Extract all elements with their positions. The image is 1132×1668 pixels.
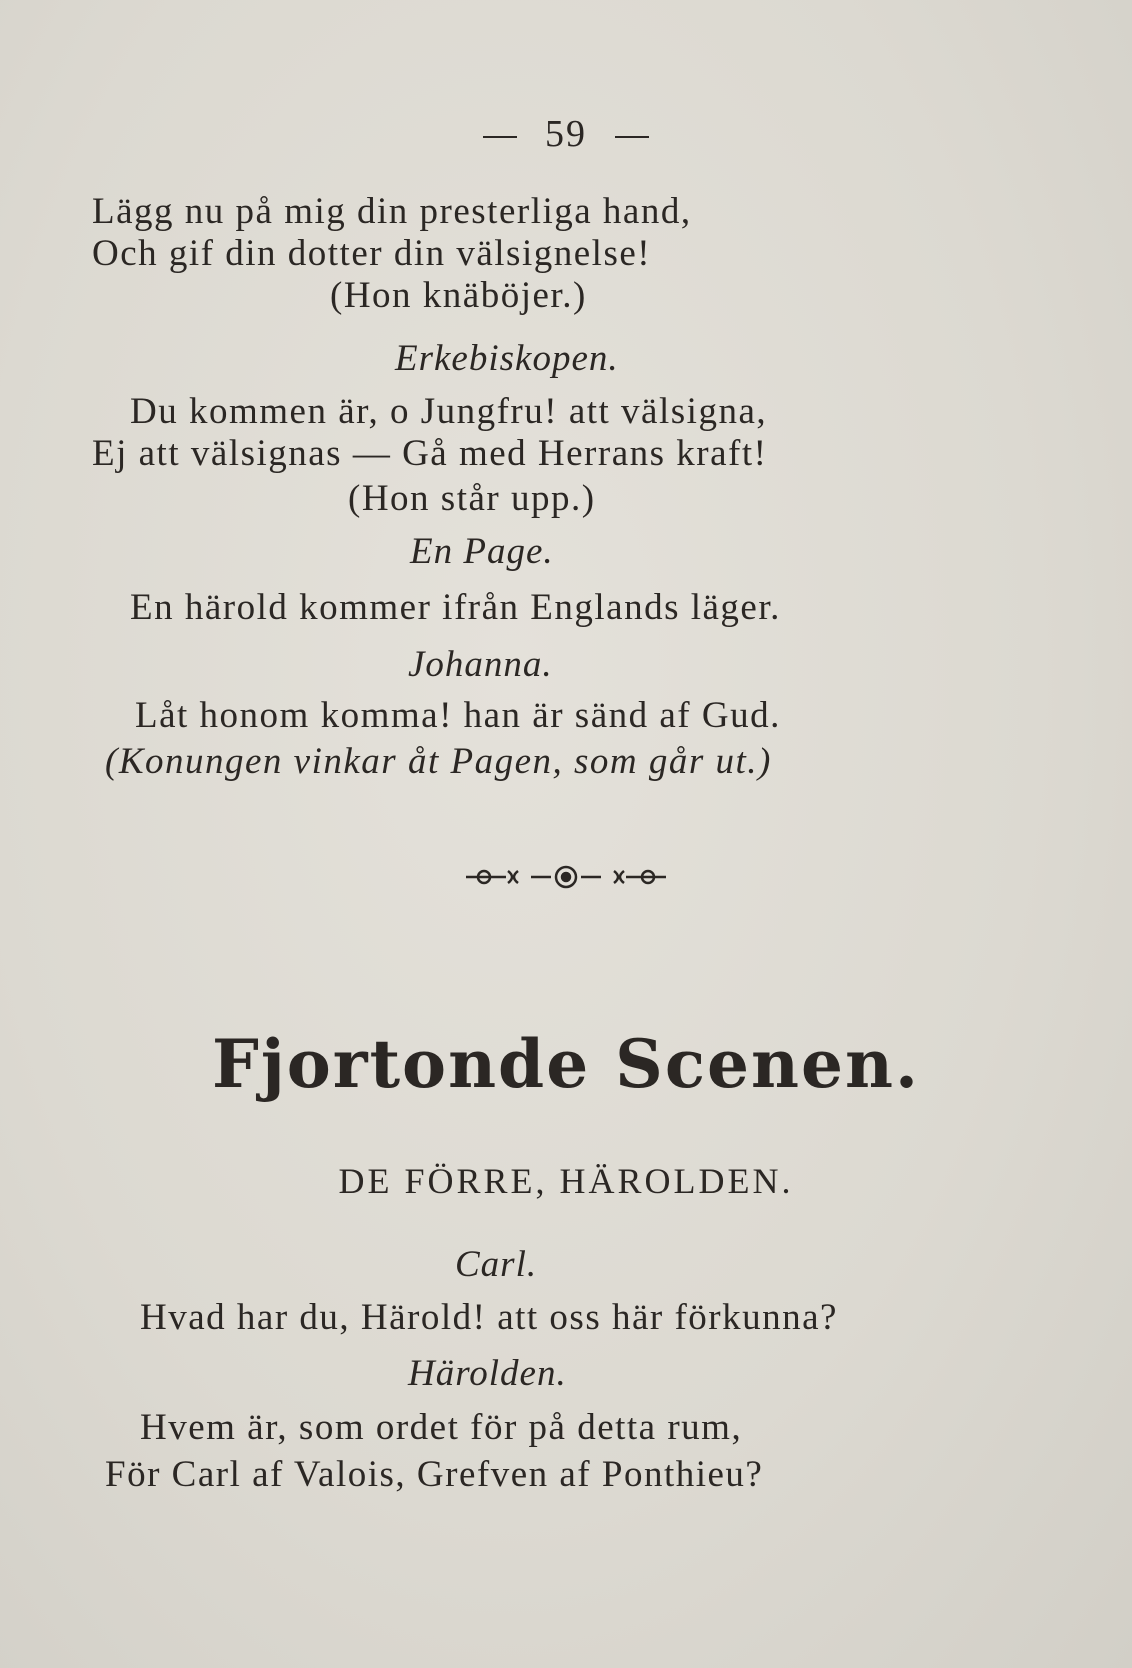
speaker-name: Carl. <box>455 1244 538 1285</box>
page-number: 59 <box>545 113 587 155</box>
verse-line: Ej att välsignas — Gå med Herrans kraft! <box>92 433 768 474</box>
speaker-name: Härolden. <box>408 1353 567 1394</box>
verse-line: Och gif din dotter din välsignelse! <box>92 233 652 274</box>
page-header <box>0 112 1132 156</box>
verse-line: Hvad har du, Härold! att oss här förkunna? <box>140 1297 838 1338</box>
stage-direction: (Hon står upp.) <box>348 478 596 519</box>
verse-line: Hvem är, som ordet för på detta rum, <box>140 1407 743 1448</box>
stage-direction: (Hon knäböjer.) <box>330 275 587 316</box>
speaker-name: Johanna. <box>408 644 553 685</box>
ornament-divider <box>0 862 1132 897</box>
verse-line: Låt honom komma! han är sänd af Gud. <box>135 695 781 736</box>
scene-persons: DE FÖRRE, HÄROLDEN. <box>338 1161 794 1201</box>
verse-line: En härold kommer ifrån Englands läger. <box>130 587 781 628</box>
dash-left <box>483 136 517 138</box>
dash-right <box>615 136 649 138</box>
verse-line: Du kommen är, o Jungfru! att välsigna, <box>130 391 768 432</box>
speaker-name: En Page. <box>410 531 554 572</box>
verse-line: För Carl af Valois, Grefven af Ponthieu? <box>105 1454 764 1495</box>
speaker-name: Erkebiskopen. <box>395 338 619 379</box>
scene-title: Fjortonde Scenen. <box>212 1025 920 1103</box>
stage-direction: (Konungen vinkar åt Pagen, som går ut.) <box>105 741 772 782</box>
verse-line: Lägg nu på mig din presterliga hand, <box>92 191 692 232</box>
flourish-icon <box>446 862 686 892</box>
